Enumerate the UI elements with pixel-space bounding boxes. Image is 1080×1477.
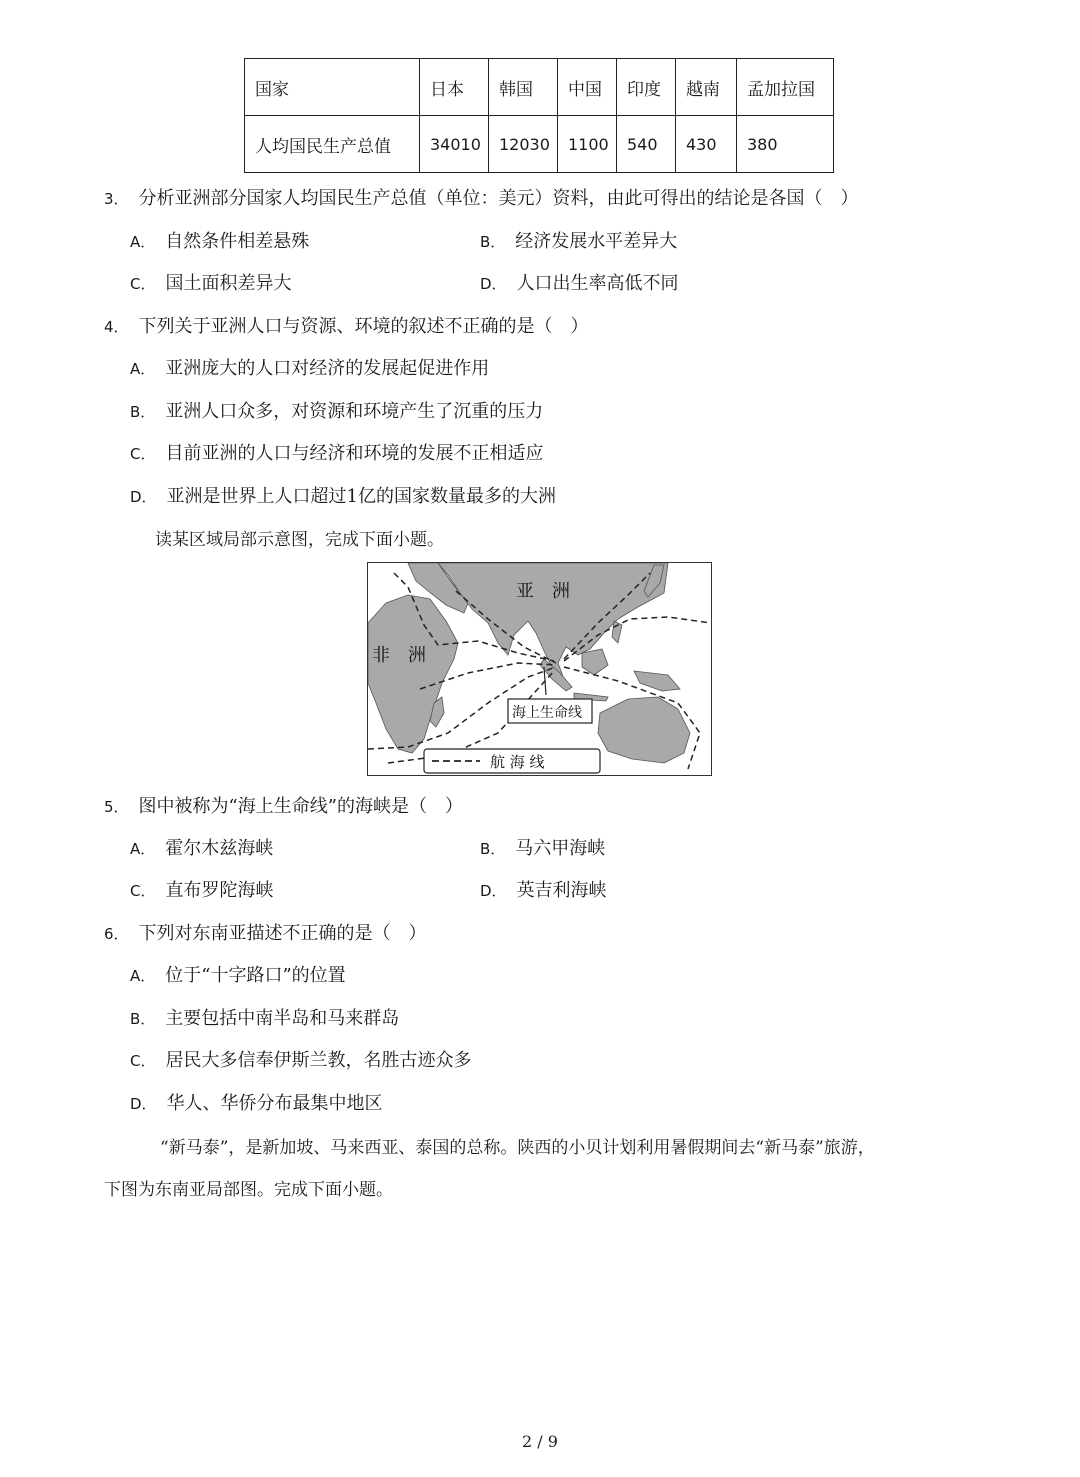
- table-row: [245, 116, 834, 173]
- table-cell: 34010: [420, 116, 489, 173]
- q3-option-b[interactable]: B． 经济发展水平差异大: [480, 231, 678, 252]
- q4-option-b[interactable]: B． 亚洲人口众多，对资源和环境产生了沉重的压力: [130, 401, 544, 422]
- table-cell: 韩国: [489, 59, 558, 116]
- gdp-table: [244, 58, 834, 173]
- q6-option-d[interactable]: D． 华人、华侨分布最集中地区: [130, 1093, 383, 1114]
- legend-label: 航 海 线: [490, 753, 545, 771]
- sea-route-map: [367, 562, 712, 776]
- table-cell: 12030: [489, 116, 558, 173]
- australia-landmass: [598, 697, 690, 763]
- new-guinea-landmass: [634, 671, 680, 691]
- page-number: 2 / 9: [522, 1432, 558, 1451]
- xinmatai-intro-line-1: “新马泰”，是新加坡、马来西亚、泰国的总称。陕西的小贝计划利用暑假期间去“新马泰”旅游，: [160, 1138, 875, 1158]
- question-3-stem: 3． 分析亚洲部分国家人均国民生产总值（单位：美元）资料，由此可得出的结论是各国（ ）: [104, 188, 859, 209]
- africa-label: 非 洲: [372, 645, 426, 666]
- table-row-label: 人均国民生产总值: [245, 116, 420, 173]
- q4-option-d[interactable]: D． 亚洲是世界上人口超过1亿的国家数量最多的大洲: [130, 486, 557, 507]
- q3-option-c[interactable]: C． 国土面积差异大: [130, 273, 292, 294]
- callout-label: 海上生命线: [512, 705, 582, 721]
- map-graphic: [368, 563, 711, 775]
- question-4-stem: 4． 下列关于亚洲人口与资源、环境的叙述不正确的是（ ）: [104, 316, 589, 337]
- table-cell: 国家: [245, 59, 420, 116]
- q6-option-c[interactable]: C． 居民大多信奉伊斯兰教，名胜古迹众多: [130, 1050, 472, 1071]
- q4-option-a[interactable]: A． 亚洲庞大的人口对经济的发展起促进作用: [130, 358, 490, 379]
- table-cell: 430: [676, 116, 737, 173]
- philippines-landmass: [612, 621, 622, 643]
- table-cell: 印度: [617, 59, 676, 116]
- question-5-stem: 5． 图中被称为“海上生命线”的海峡是（ ）: [104, 796, 463, 817]
- table-cell: 1100: [558, 116, 617, 173]
- borneo-landmass: [582, 649, 608, 675]
- table-cell: 日本: [420, 59, 489, 116]
- q3-option-a[interactable]: A． 自然条件相差悬殊: [130, 231, 310, 252]
- q4-option-c[interactable]: C． 目前亚洲的人口与经济和环境的发展不正相适应: [130, 443, 544, 464]
- table-cell: 孟加拉国: [737, 59, 834, 116]
- asia-label: 亚 洲: [516, 581, 570, 602]
- question-6-stem: 6． 下列对东南亚描述不正确的是（ ）: [104, 923, 427, 944]
- q5-option-a[interactable]: A． 霍尔木兹海峡: [130, 838, 274, 859]
- table-cell: 越南: [676, 59, 737, 116]
- q6-option-b[interactable]: B． 主要包括中南半岛和马来群岛: [130, 1008, 400, 1029]
- q5-option-c[interactable]: C． 直布罗陀海峡: [130, 880, 274, 901]
- q5-option-d[interactable]: D． 英吉利海峡: [480, 880, 607, 901]
- q6-option-a[interactable]: A． 位于“十字路口”的位置: [130, 965, 346, 986]
- table-cell: 中国: [558, 59, 617, 116]
- map-intro: 读某区域局部示意图，完成下面小题。: [155, 530, 444, 550]
- table-cell: 540: [617, 116, 676, 173]
- q5-option-b[interactable]: B． 马六甲海峡: [480, 838, 606, 859]
- table-header-row: [245, 59, 834, 116]
- africa-landmass: [368, 595, 458, 753]
- xinmatai-intro-line-2: 下图为东南亚局部图。完成下面小题。: [104, 1180, 393, 1200]
- table-cell: 380: [737, 116, 834, 173]
- q3-option-d[interactable]: D． 人口出生率高低不同: [480, 273, 679, 294]
